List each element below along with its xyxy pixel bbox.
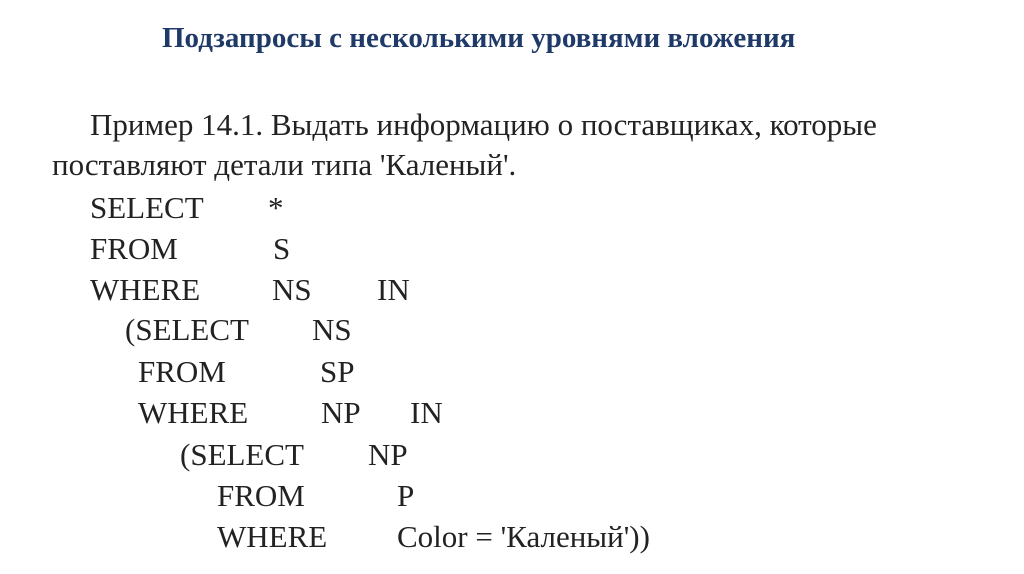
code-keyword: WHERE bbox=[138, 395, 249, 430]
code-argument: NP bbox=[368, 437, 408, 472]
code-keyword: (SELECT bbox=[180, 437, 304, 472]
slide-title: Подзапросы с несколькими уровнями вложения bbox=[162, 22, 796, 54]
code-line bbox=[217, 478, 617, 514]
code-keyword: FROM bbox=[217, 478, 305, 513]
code-line bbox=[180, 437, 580, 473]
code-line bbox=[90, 231, 490, 267]
code-argument: NS bbox=[272, 272, 312, 307]
code-keyword: SELECT bbox=[90, 190, 204, 225]
code-line bbox=[138, 354, 538, 390]
code-argument: NP bbox=[321, 395, 361, 430]
code-keyword: FROM bbox=[90, 231, 178, 266]
code-line bbox=[90, 272, 490, 308]
code-line bbox=[217, 519, 717, 555]
code-operator: IN bbox=[410, 395, 443, 430]
code-operator: IN bbox=[377, 272, 410, 307]
code-argument: P bbox=[397, 478, 415, 513]
code-keyword: WHERE bbox=[90, 272, 201, 307]
code-argument: SP bbox=[320, 354, 355, 389]
code-line bbox=[125, 312, 525, 348]
code-keyword: FROM bbox=[138, 354, 226, 389]
code-argument: S bbox=[273, 231, 291, 266]
code-argument: * bbox=[268, 190, 284, 225]
example-paragraph: Пример 14.1. Выдать информацию о поставщиках, которые поставляют детали типа 'Каленый'. bbox=[52, 107, 877, 182]
code-argument: NS bbox=[312, 312, 352, 347]
code-line bbox=[90, 190, 490, 226]
code-line bbox=[138, 395, 538, 431]
code-keyword: (SELECT bbox=[125, 312, 249, 347]
code-keyword: WHERE bbox=[217, 519, 328, 554]
code-argument: Color = 'Каленый')) bbox=[397, 519, 650, 554]
